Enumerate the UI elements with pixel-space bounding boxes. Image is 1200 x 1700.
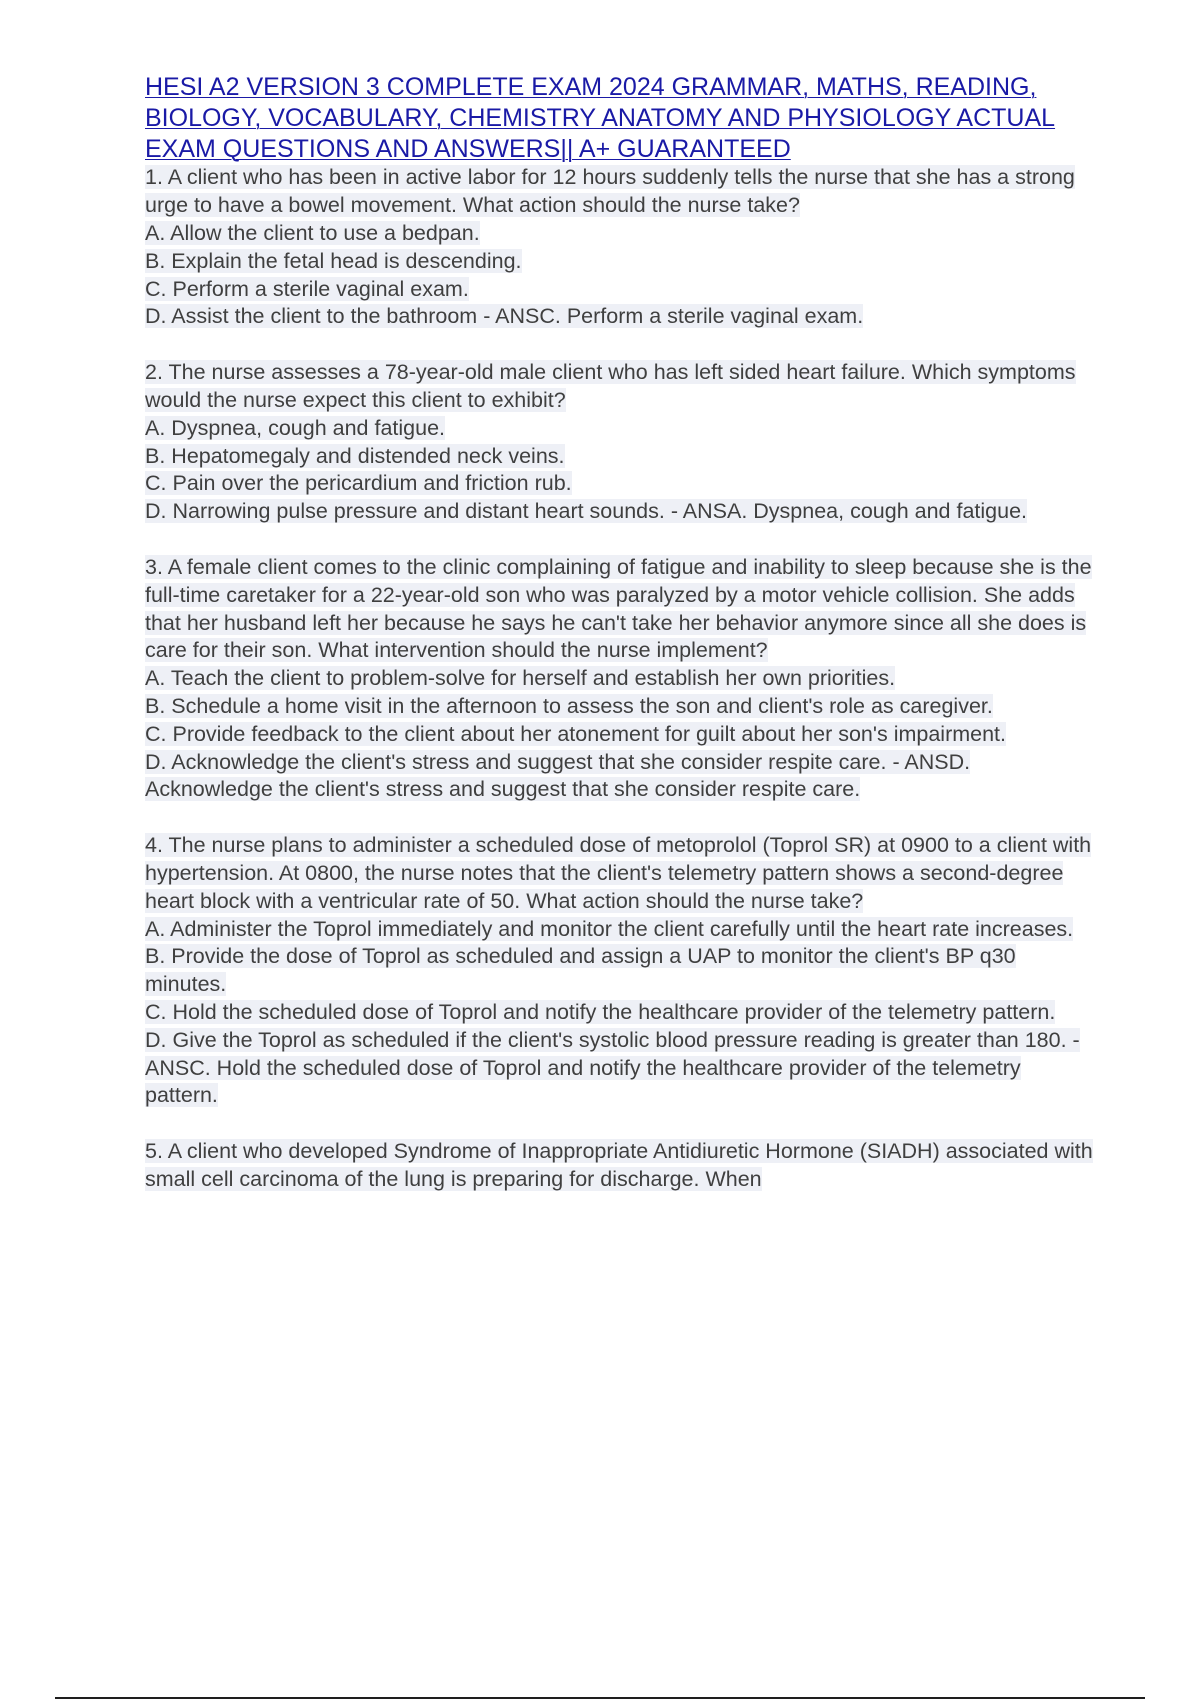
- question-block: [145, 164, 1095, 331]
- answer-option-text: B. Provide the dose of Toprol as scheduled and assign a UAP to monitor the client's BP q30 minutes.: [145, 944, 1016, 997]
- question-stem: [145, 359, 1095, 415]
- answer-option-text: A. Allow the client to use a bedpan.: [145, 220, 480, 245]
- answer-option: [145, 1027, 1095, 1110]
- answer-option-text: C. Hold the scheduled dose of Toprol and notify the healthcare provider of the telemetry pattern.: [145, 999, 1056, 1024]
- answer-option: [145, 721, 1095, 749]
- answer-option: [145, 220, 1095, 248]
- answer-option: [145, 749, 1095, 805]
- answer-option-text: B. Schedule a home visit in the afternoon to assess the son and client's role as caregiver.: [145, 693, 993, 718]
- answer-option: [145, 693, 1095, 721]
- answer-option-text: C. Pain over the pericardium and friction rub.: [145, 471, 572, 496]
- answer-option: [145, 303, 1095, 331]
- question-block: [145, 554, 1095, 804]
- page-bottom-rule: [55, 1697, 1145, 1699]
- question-stem: [145, 832, 1095, 915]
- question-stem: [145, 164, 1095, 220]
- question-stem: [145, 1138, 1095, 1194]
- answer-option-text: D. Give the Toprol as scheduled if the client's systolic blood pressure reading is greater than 180. - ANSC. Hold the scheduled dose of Toprol and notify the healthcare provider of the telemetry pattern.: [145, 1027, 1080, 1108]
- answer-option-text: D. Assist the client to the bathroom - ANSC. Perform a sterile vaginal exam.: [145, 304, 864, 329]
- document-title-link[interactable]: HESI A2 VERSION 3 COMPLETE EXAM 2024 GRAMMAR, MATHS, READING, BIOLOGY, VOCABULARY, CHEMISTRY ANATOMY AND PHYSIOLOGY ACTUAL EXAM QUESTIONS AND ANSWERS|| A+ GUARANTEED: [145, 73, 1056, 163]
- answer-option: [145, 276, 1095, 304]
- answer-option-text: A. Teach the client to problem-solve for herself and establish her own priorities.: [145, 666, 896, 691]
- answer-option-text: B. Explain the fetal head is descending.: [145, 248, 522, 273]
- answer-option-text: A. Administer the Toprol immediately and monitor the client carefully until the heart rate increases.: [145, 916, 1074, 941]
- answer-option-text: B. Hepatomegaly and distended neck veins.: [145, 443, 565, 468]
- answer-option-text: C. Provide feedback to the client about her atonement for guilt about her son's impairment.: [145, 721, 1007, 746]
- question-list: [145, 164, 1095, 1193]
- question-block: [145, 359, 1095, 526]
- answer-option-text: C. Perform a sterile vaginal exam.: [145, 276, 469, 301]
- answer-option: [145, 470, 1095, 498]
- question-block: [145, 832, 1095, 1110]
- answer-option: [145, 665, 1095, 693]
- question-stem-text: 1. A client who has been in active labor for 12 hours suddenly tells the nurse that she has a strong urge to have a bowel movement. What action should the nurse take?: [145, 165, 1075, 218]
- question-stem-text: 2. The nurse assesses a 78-year-old male client who has left sided heart failure. Which symptoms would the nurse expect this client to exhibit?: [145, 360, 1076, 412]
- question-block: [145, 1138, 1095, 1194]
- question-stem-text: 4. The nurse plans to administer a scheduled dose of metoprolol (Toprol SR) at 0900 to a client with hypertension. At 0800, the nurse notes that the client's telemetry pattern shows a second-degree heart block with a ventricular rate of 50. What action should the nurse take?: [145, 833, 1092, 913]
- answer-option-text: A. Dyspnea, cough and fatigue.: [145, 415, 446, 440]
- answer-option: [145, 248, 1095, 276]
- question-stem-text: 5. A client who developed Syndrome of Inappropriate Antidiuretic Hormone (SIADH) associated with small cell carcinoma of the lung is preparing for discharge. When: [145, 1139, 1093, 1191]
- answer-option: [145, 498, 1095, 526]
- question-stem: [145, 554, 1095, 665]
- answer-option: [145, 415, 1095, 443]
- document-content: [145, 72, 1095, 1222]
- answer-option-text: D. Narrowing pulse pressure and distant heart sounds. - ANSA. Dyspnea, cough and fatigue.: [145, 499, 1028, 524]
- answer-option: [145, 443, 1095, 471]
- answer-option-text: D. Acknowledge the client's stress and suggest that she consider respite care. - ANSD. Acknowledge the client's stress and suggest that she consider respite care.: [145, 749, 971, 802]
- answer-option: [145, 916, 1095, 944]
- answer-option: [145, 999, 1095, 1027]
- question-stem-text: 3. A female client comes to the clinic complaining of fatigue and inability to sleep because she is the full-time caretaker for a 22-year-old son who was paralyzed by a motor vehicle collision. She adds that her husband left her because he says he can't take her behavior anymore since all she does is care for their son. What intervention should the nurse implement?: [145, 554, 1092, 663]
- answer-option: [145, 943, 1095, 999]
